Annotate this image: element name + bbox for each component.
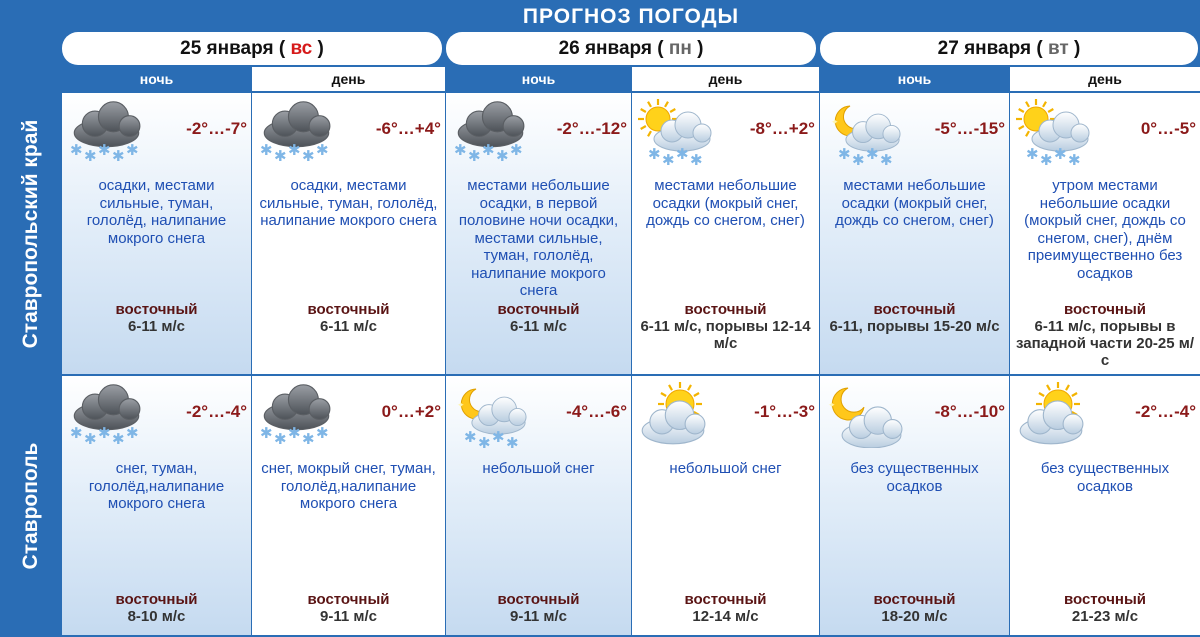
temperature-range: -1°…-3° bbox=[754, 402, 815, 421]
svg-text:✱: ✱ bbox=[288, 141, 301, 159]
forecast-cell bbox=[820, 93, 1009, 374]
svg-text:✱: ✱ bbox=[98, 141, 111, 159]
svg-text:✱: ✱ bbox=[866, 145, 879, 163]
svg-text:✱: ✱ bbox=[510, 141, 523, 159]
wind-speed: 9-11 м/с bbox=[320, 608, 377, 625]
wind-direction: восточный bbox=[307, 301, 390, 318]
wind-speed: 6-11 м/с, порывы в западной части 20-25 м/с bbox=[1015, 318, 1195, 369]
svg-text:✱: ✱ bbox=[302, 147, 315, 165]
temperature-range: -8°…-10° bbox=[934, 402, 1005, 421]
svg-text:✱: ✱ bbox=[464, 428, 477, 446]
tod-day-label: день bbox=[632, 67, 819, 91]
wind-speed: 6-11 м/с bbox=[128, 318, 185, 335]
svg-text:✱: ✱ bbox=[288, 424, 301, 442]
day-date: 26 января bbox=[558, 38, 652, 59]
svg-text:✱: ✱ bbox=[478, 434, 491, 448]
svg-text:✱: ✱ bbox=[84, 430, 97, 448]
wind-speed: 21-23 м/с bbox=[1071, 608, 1139, 625]
forecast-cell bbox=[252, 93, 445, 374]
temperature-range: -2°…-4° bbox=[1135, 402, 1196, 421]
svg-text:✱: ✱ bbox=[1040, 151, 1053, 165]
svg-text:✱: ✱ bbox=[838, 145, 851, 163]
forecast-cell bbox=[1010, 93, 1200, 374]
day-of-week: пн bbox=[668, 38, 692, 59]
wind-speed: 6-11 м/с, порывы 12-14 м/с bbox=[640, 318, 811, 352]
weather-description: без существенных осадков bbox=[850, 460, 979, 495]
wind-info bbox=[822, 591, 1007, 625]
svg-text:✱: ✱ bbox=[454, 141, 467, 159]
wind-direction: восточный bbox=[873, 301, 956, 318]
sun-cloud-icon bbox=[638, 382, 716, 448]
svg-text:✱: ✱ bbox=[648, 145, 661, 163]
corner-blank bbox=[0, 0, 62, 92]
svg-text:✱: ✱ bbox=[112, 147, 125, 165]
weather-description: снег, мокрый снег, туман, гололёд,налипание мокрого снега bbox=[261, 460, 436, 512]
svg-text:✱: ✱ bbox=[468, 147, 481, 165]
day-header-2: 26 января ( пн ) bbox=[446, 32, 816, 65]
temperature-range: -8°…+2° bbox=[749, 119, 815, 138]
svg-text:✱: ✱ bbox=[260, 141, 273, 159]
day-date: 27 января bbox=[937, 38, 1032, 59]
wind-direction: восточный bbox=[684, 591, 767, 608]
wind-speed: 6-11 м/с bbox=[320, 318, 377, 335]
svg-text:✱: ✱ bbox=[84, 147, 97, 165]
svg-text:✱: ✱ bbox=[316, 424, 329, 442]
tod-night-label: ночь bbox=[820, 67, 1009, 91]
wind-direction: восточный bbox=[684, 301, 767, 318]
svg-text:✱: ✱ bbox=[126, 141, 139, 159]
svg-text:✱: ✱ bbox=[126, 424, 139, 442]
snow-cloud-icon bbox=[452, 99, 530, 165]
wind-info bbox=[254, 301, 443, 335]
svg-text:✱: ✱ bbox=[690, 151, 703, 165]
weather-description: местами небольшие осадки, в первой половине ночи осадки, местами сильные, туман, гололёд, налипание мокрого снега bbox=[458, 177, 619, 299]
temperature-range: 0°…+2° bbox=[381, 402, 441, 421]
wind-direction: восточный bbox=[873, 591, 956, 608]
svg-text:✱: ✱ bbox=[482, 141, 495, 159]
day-of-week: вс bbox=[290, 38, 313, 59]
svg-text:✱: ✱ bbox=[852, 151, 865, 165]
wind-info bbox=[64, 591, 249, 625]
day-header-1: 25 января ( вс ) bbox=[62, 32, 442, 65]
sun-cloud-snow-icon bbox=[1016, 99, 1094, 165]
svg-text:✱: ✱ bbox=[1026, 145, 1039, 163]
wind-speed: 9-11 м/с bbox=[510, 608, 567, 625]
forecast-cell bbox=[820, 376, 1009, 635]
weather-description: небольшой снег bbox=[669, 460, 782, 477]
wind-direction: восточный bbox=[115, 591, 198, 608]
forecast-cell bbox=[632, 93, 819, 374]
moon-cloud-snow-icon bbox=[826, 99, 904, 165]
wind-direction: восточный bbox=[1063, 591, 1147, 608]
wind-speed: 6-11, порывы 15-20 м/с bbox=[829, 318, 1000, 335]
svg-text:✱: ✱ bbox=[1054, 145, 1067, 163]
svg-text:✱: ✱ bbox=[260, 424, 273, 442]
day-of-week: вт bbox=[1047, 38, 1069, 59]
wind-info bbox=[448, 591, 629, 625]
svg-text:✱: ✱ bbox=[662, 151, 675, 165]
weather-description: снег, туман, гололёд,налипание мокрого снега bbox=[88, 460, 225, 512]
forecast-cell bbox=[62, 376, 251, 635]
svg-text:✱: ✱ bbox=[274, 147, 287, 165]
svg-text:✱: ✱ bbox=[98, 424, 111, 442]
wind-direction: восточный bbox=[497, 301, 580, 318]
region-name: Ставрополь bbox=[19, 442, 42, 569]
svg-text:✱: ✱ bbox=[112, 430, 125, 448]
wind-direction: восточный bbox=[497, 591, 580, 608]
svg-text:✱: ✱ bbox=[70, 424, 83, 442]
forecast-cell bbox=[1010, 376, 1200, 635]
forecast-cell bbox=[632, 376, 819, 635]
wind-direction: восточный bbox=[115, 301, 198, 318]
temperature-range: -5°…-15° bbox=[934, 119, 1005, 138]
wind-speed: 18-20 м/с bbox=[881, 608, 948, 625]
weather-description: местами небольшие осадки (мокрый снег, дождь со снегом, снег) bbox=[835, 177, 994, 229]
temperature-range: -2°…-7° bbox=[186, 119, 247, 138]
wind-info bbox=[1012, 591, 1198, 625]
moon-cloud-snow-icon bbox=[452, 382, 530, 448]
svg-text:✱: ✱ bbox=[676, 145, 689, 163]
svg-text:✱: ✱ bbox=[880, 151, 893, 165]
moon-cloud-icon bbox=[826, 382, 904, 448]
svg-text:✱: ✱ bbox=[274, 430, 287, 448]
temperature-range: 0°…-5° bbox=[1140, 119, 1196, 138]
region-name: Ставропольский край bbox=[19, 119, 42, 348]
forecast-cell bbox=[62, 93, 251, 374]
sun-cloud-icon bbox=[1016, 382, 1094, 448]
svg-text:✱: ✱ bbox=[492, 428, 505, 446]
snow-cloud-icon bbox=[68, 382, 146, 448]
svg-text:✱: ✱ bbox=[1068, 151, 1081, 165]
region-label-stavropol-krai bbox=[0, 93, 62, 374]
wind-speed: 6-11 м/с bbox=[510, 318, 567, 335]
forecast-cell bbox=[446, 376, 631, 635]
wind-info bbox=[822, 301, 1007, 335]
svg-text:✱: ✱ bbox=[316, 141, 329, 159]
wind-info bbox=[254, 591, 443, 625]
page-title: ПРОГНОЗ ПОГОДЫ bbox=[522, 5, 740, 28]
weather-description: небольшой снег bbox=[482, 460, 595, 477]
temperature-range: -6°…+4° bbox=[375, 119, 441, 138]
svg-text:✱: ✱ bbox=[506, 434, 519, 448]
wind-direction: восточный bbox=[1063, 301, 1147, 318]
svg-text:✦: ✦ bbox=[828, 401, 836, 411]
weather-description: утром местами небольшие осадки (мокрый снег, дождь со снегом, снег), днём преимущественно без осадков bbox=[1024, 177, 1186, 282]
day-date: 25 января bbox=[180, 38, 274, 59]
svg-text:✱: ✱ bbox=[302, 430, 315, 448]
forecast-cell bbox=[252, 376, 445, 635]
region-label-stavropol bbox=[0, 376, 62, 635]
weather-description: местами небольшие осадки (мокрый снег, дождь со снегом, снег) bbox=[646, 177, 805, 229]
wind-info bbox=[64, 301, 249, 335]
wind-direction: восточный bbox=[307, 591, 390, 608]
temperature-range: -2°…-12° bbox=[556, 119, 627, 138]
wind-info bbox=[448, 301, 629, 335]
tod-day-label: день bbox=[1010, 67, 1200, 91]
tod-night-label: ночь bbox=[62, 67, 251, 91]
svg-text:✦: ✦ bbox=[831, 118, 839, 128]
wind-info bbox=[634, 591, 817, 625]
wind-info bbox=[1012, 301, 1198, 369]
weather-description: осадки, местами сильные, туман, гололёд, налипание мокрого снега bbox=[259, 177, 438, 229]
snow-cloud-icon bbox=[68, 99, 146, 165]
wind-speed: 12-14 м/с bbox=[692, 608, 759, 625]
temperature-range: -4°…-6° bbox=[566, 402, 627, 421]
svg-text:✱: ✱ bbox=[496, 147, 509, 165]
tod-day-label: день bbox=[252, 67, 445, 91]
svg-text:✱: ✱ bbox=[70, 141, 83, 159]
temperature-range: -2°…-4° bbox=[186, 402, 247, 421]
snow-cloud-icon bbox=[258, 99, 336, 165]
day-header-3: 27 января ( вт ) bbox=[820, 32, 1198, 65]
tod-night-label: ночь bbox=[446, 67, 631, 91]
forecast-cell bbox=[446, 93, 631, 374]
svg-text:✦: ✦ bbox=[457, 401, 465, 411]
sun-cloud-snow-icon bbox=[638, 99, 716, 165]
weather-description: без существенных осадков bbox=[1040, 460, 1170, 495]
wind-info bbox=[634, 301, 817, 352]
snow-cloud-icon bbox=[258, 382, 336, 448]
weather-description: осадки, местами сильные, туман, гололёд, налипание мокрого снега bbox=[86, 177, 227, 247]
wind-speed: 8-10 м/с bbox=[127, 608, 186, 625]
